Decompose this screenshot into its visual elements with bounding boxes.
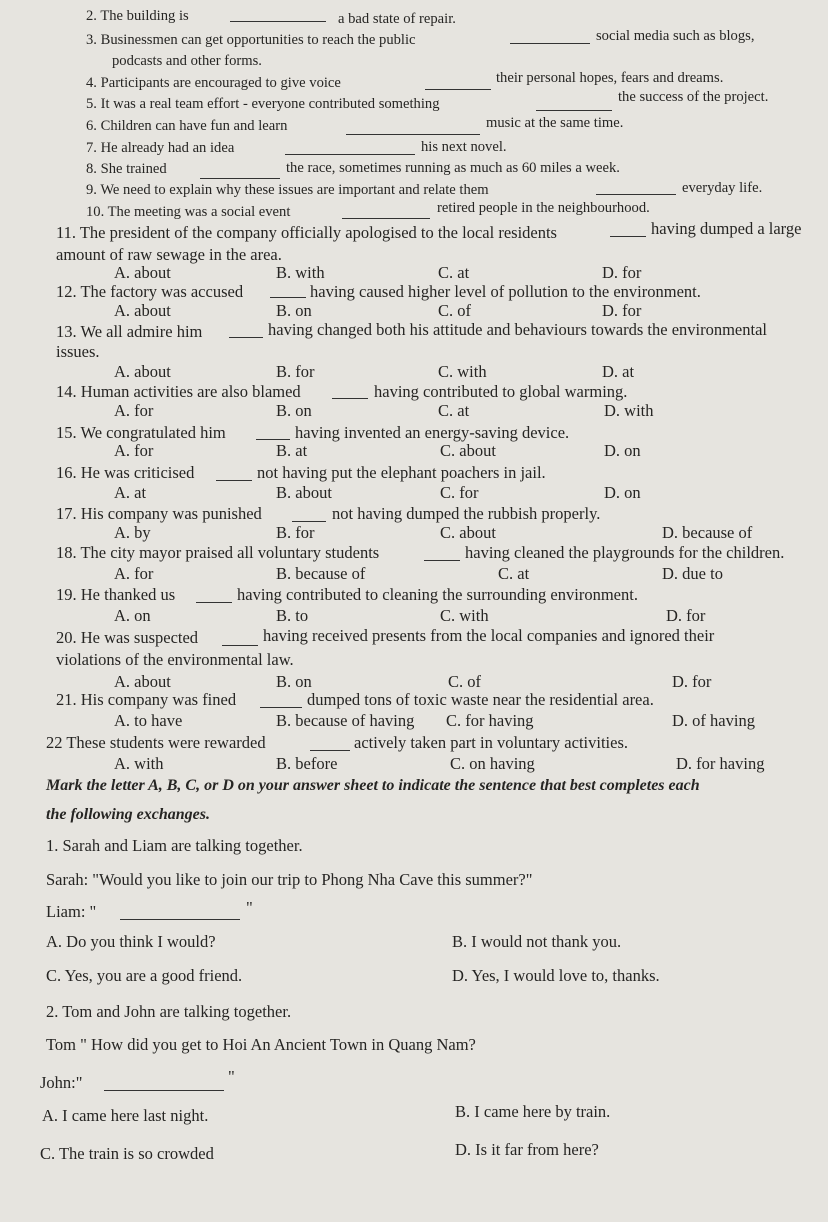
option-c[interactable]: C. for having (446, 711, 534, 730)
option-c[interactable]: C. Yes, you are a good friend. (46, 966, 243, 985)
option-d[interactable]: D. for having (676, 754, 765, 773)
option-b[interactable]: B. for (276, 362, 315, 381)
option-a[interactable]: A. to have (114, 711, 183, 730)
option-c[interactable]: C. with (438, 362, 487, 381)
option-a[interactable]: A. about (114, 362, 171, 381)
option-c[interactable]: C. The train is so crowded (40, 1144, 214, 1163)
answer-blank[interactable] (425, 89, 491, 90)
option-a[interactable]: A. about (114, 672, 171, 691)
answer-blank[interactable] (229, 337, 263, 338)
option-a[interactable]: A. by (114, 523, 151, 542)
option-b[interactable]: B. about (276, 483, 332, 502)
option-b[interactable]: B. because of having (276, 711, 415, 730)
option-d[interactable]: D. at (602, 362, 635, 381)
option-d[interactable]: D. on (604, 441, 641, 460)
option-c[interactable]: C. about (440, 523, 496, 542)
answer-blank[interactable] (310, 750, 350, 751)
option-a[interactable]: A. for (114, 441, 154, 460)
answer-blank[interactable] (270, 297, 306, 298)
option-c[interactable]: C. at (438, 401, 470, 420)
option-b[interactable]: B. I came here by train. (455, 1102, 611, 1121)
option-c[interactable]: C. about (440, 441, 496, 460)
answer-blank[interactable] (332, 398, 368, 399)
option-d[interactable]: D. for (672, 672, 712, 691)
option-c[interactable]: C. with (440, 606, 489, 625)
option-c[interactable]: C. at (438, 263, 470, 282)
option-a[interactable]: A. for (114, 564, 154, 583)
option-a[interactable]: A. I came here last night. (42, 1106, 209, 1125)
answer-blank[interactable] (196, 602, 232, 603)
answer-blank[interactable] (222, 645, 258, 646)
option-d[interactable]: D. of having (672, 711, 755, 730)
option-a[interactable]: A. about (114, 263, 171, 282)
option-b[interactable]: B. on (276, 401, 312, 420)
option-b[interactable]: B. because of (276, 564, 366, 583)
option-d[interactable]: D. Yes, I would love to, thanks. (452, 966, 660, 985)
option-a[interactable]: A. about (114, 301, 171, 320)
option-a[interactable]: A. at (114, 483, 147, 502)
option-d[interactable]: D. because of (662, 523, 753, 542)
option-d[interactable]: D. for (602, 263, 642, 282)
option-b[interactable]: B. at (276, 441, 308, 460)
option-b[interactable]: B. before (276, 754, 338, 773)
answer-blank[interactable] (610, 236, 646, 237)
answer-blank[interactable] (536, 110, 612, 111)
option-b[interactable]: B. for (276, 523, 315, 542)
answer-blank[interactable] (216, 480, 252, 481)
answer-blank[interactable] (256, 439, 290, 440)
option-c[interactable]: C. on having (450, 754, 535, 773)
answer-blank[interactable] (292, 521, 326, 522)
answer-blank[interactable] (104, 1090, 224, 1091)
option-c[interactable]: C. of (448, 672, 481, 691)
option-d[interactable]: D. on (604, 483, 641, 502)
option-b[interactable]: B. I would not thank you. (452, 932, 622, 951)
answer-blank[interactable] (424, 560, 460, 561)
option-d[interactable]: D. for (666, 606, 706, 625)
option-c[interactable]: C. of (438, 301, 471, 320)
option-a[interactable]: A. with (114, 754, 164, 773)
option-d[interactable]: D. Is it far from here? (455, 1140, 599, 1159)
option-a[interactable]: A. for (114, 401, 154, 420)
option-d[interactable]: D. due to (662, 564, 723, 583)
answer-blank[interactable] (230, 21, 326, 22)
answer-blank[interactable] (346, 134, 480, 135)
answer-blank[interactable] (596, 194, 676, 195)
option-b[interactable]: B. on (276, 672, 312, 691)
option-d[interactable]: D. with (604, 401, 654, 420)
option-b[interactable]: B. on (276, 301, 312, 320)
answer-blank[interactable] (200, 178, 280, 179)
option-b[interactable]: B. with (276, 263, 325, 282)
option-d[interactable]: D. for (602, 301, 642, 320)
option-a[interactable]: A. on (114, 606, 151, 625)
answer-blank[interactable] (342, 218, 430, 219)
answer-blank[interactable] (285, 154, 415, 155)
option-a[interactable]: A. Do you think I would? (46, 932, 216, 951)
answer-blank[interactable] (510, 43, 590, 44)
option-b[interactable]: B. to (276, 606, 309, 625)
answer-blank[interactable] (260, 707, 302, 708)
answer-blank[interactable] (120, 919, 240, 920)
worksheet-page: 2. The building is a bad state of repair. 3. Businessmen can get opportunities to reach the public social media such as blogs, podcasts and other forms. 4. Participants are encouraged to give voice their personal hopes, fears and dreams. 5. It was a real team effort - everyone contributed something the success of the project. 6. Children can have fun and learn music at the same time. 7. He already had an idea his next novel. 8. She trained the race, sometimes running as much as 60 miles a week. 9. We need to explain why these issues are important and relate them everyday life. 10. The meeting was a social event retired people in the neighbourhood. 11. The president of the company officially apologised to the local residents having dumped a large amount of raw sewage in the area. A. about B. with C. at D. for 12. The factory was accused having caused higher level of pollution to the environment. A. about B. on C. of D. for 13. We all admire him having changed both his attitude and behaviours towards the environmental issues. A. about B. for C. with D. at 14. Human activities are also blamed having contributed to global warming. A. for B. on C. at D. with 15. We congratulated him having invented an energy-saving device. A. for B. at C. about D. on 16. He was criticised not having put the elephant poachers in jail. A. at B. about C. for D. on 17. His company was punished not having dumped the rubbish properly. A. by B. for C. about D. because of 18. The city mayor praised all voluntary students having cleaned the playgrounds for the children. A. for B. because of C. at D. due to 19. He thanked us having contributed to cleaning the surrounding environment. A. on B. to C. with D. for 20. He was suspected having received presents from the local companies and ignored their violations of the environmental law. A. about B. on C. of D. for 21. His company was fined dumped tons of toxic waste near the residential area. A. to have B. because of having C. for having D. of having 22 These students were rewarded actively taken part in voluntary activities. A. with B. before C. on having D. for having Mark the letter A, B, C, or D on your answer sheet to indicate the sentence that best completes each the following exchanges. 1. Sarah and Liam are talking together. Sarah: "Would you like to join our trip to Phong Nha Cave this summer?" Liam: " " A. Do you think I would? B. I would not thank you. C. Yes, you are a good friend. D. Yes, I would love to, thanks. 2. Tom and John are talking together. Tom " How did you get to Hoi An Ancient Town in Quang Nam? John:" " A. I came here last night. B. I came here by train. C. The train is so crowded D. Is it far from here? (40, 8, 802, 1163)
option-c[interactable]: C. at (498, 564, 530, 583)
option-c[interactable]: C. for (440, 483, 479, 502)
